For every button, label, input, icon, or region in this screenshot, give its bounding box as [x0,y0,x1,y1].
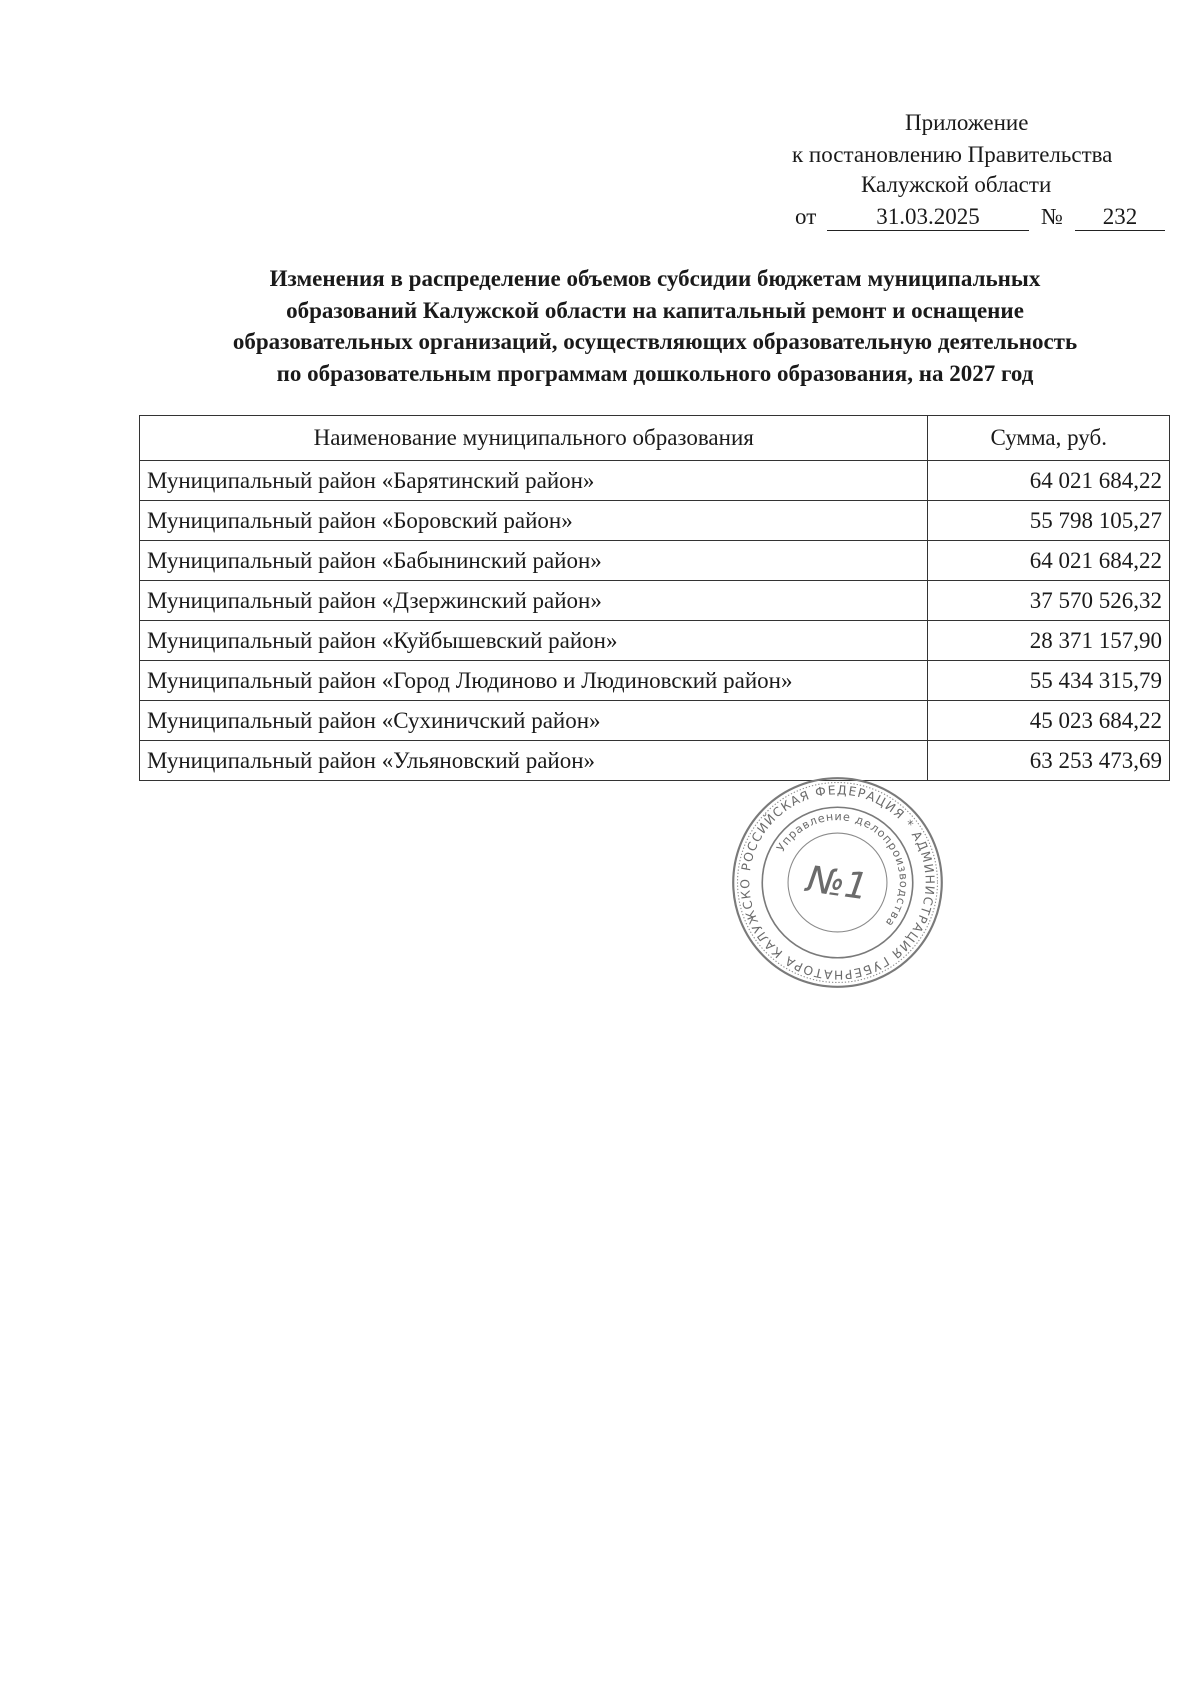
appendix-title: Приложение [905,110,1029,135]
municipality-name: Муниципальный район «Куйбышевский район» [140,621,928,661]
title-line: по образовательным программам дошкольного образования, на 2027 год [276,360,1034,386]
municipality-name: Муниципальный район «Ульяновский район» [140,741,928,781]
title-line: образовательных организаций, осуществляющих образовательную деятельность [232,329,1078,354]
municipality-name: Муниципальный район «Город Людиново и Людиновский район» [140,661,928,701]
table-row [140,621,1170,661]
municipality-name: Муниципальный район «Боровский район» [140,501,928,541]
subsidy-sum: 63 253 473,69 [928,741,1170,781]
official-stamp [730,775,945,990]
table-row [140,701,1170,741]
title-line: Изменения в распределение объемов субсидии бюджетам муниципальных [269,266,1041,291]
column-header-sum: Сумма, руб. [928,416,1170,461]
table-row [140,741,1170,781]
resolution-number: 232 [1075,202,1165,231]
number-prefix: № [1041,204,1063,229]
subsidy-sum: 64 021 684,22 [928,461,1170,501]
table-row [140,541,1170,581]
subsidy-sum: 55 434 315,79 [928,661,1170,701]
municipality-name: Муниципальный район «Бабынинский район» [140,541,928,581]
stamp-inner-text: Управление делопроизводства [774,810,910,930]
stamp-outer-text: РОССИЙСКАЯ ФЕДЕРАЦИЯ * АДМИНИСТРАЦИЯ ГУБЕРНАТОРА КАЛУЖСКО [738,783,937,982]
subsidy-sum: 55 798 105,27 [928,501,1170,541]
resolution-date: 31.03.2025 [827,202,1029,231]
resolution-reference: к постановлению Правительства [792,142,1113,167]
region-name: Калужской области [861,172,1052,197]
document-title [130,263,1180,389]
municipality-name: Муниципальный район «Барятинский район» [140,461,928,501]
subsidy-sum: 37 570 526,32 [928,581,1170,621]
municipality-name: Муниципальный район «Дзержинский район» [140,581,928,621]
subsidy-table [139,415,1170,781]
column-header-name: Наименование муниципального образования [140,416,928,461]
table-row [140,661,1170,701]
subsidy-sum: 64 021 684,22 [928,541,1170,581]
title-line: образований Калужской области на капитальный ремонт и оснащение [286,297,1024,323]
table-row [140,501,1170,541]
table-header-row [140,416,1170,461]
subsidy-sum: 28 371 157,90 [928,621,1170,661]
table-row [140,581,1170,621]
subsidy-sum: 45 023 684,22 [928,701,1170,741]
stamp-center-number: №1 [804,857,871,909]
date-prefix: от [795,204,817,229]
table-row [140,461,1170,501]
municipality-name: Муниципальный район «Сухиничский район» [140,701,928,741]
stamp-seal-icon [730,775,945,990]
